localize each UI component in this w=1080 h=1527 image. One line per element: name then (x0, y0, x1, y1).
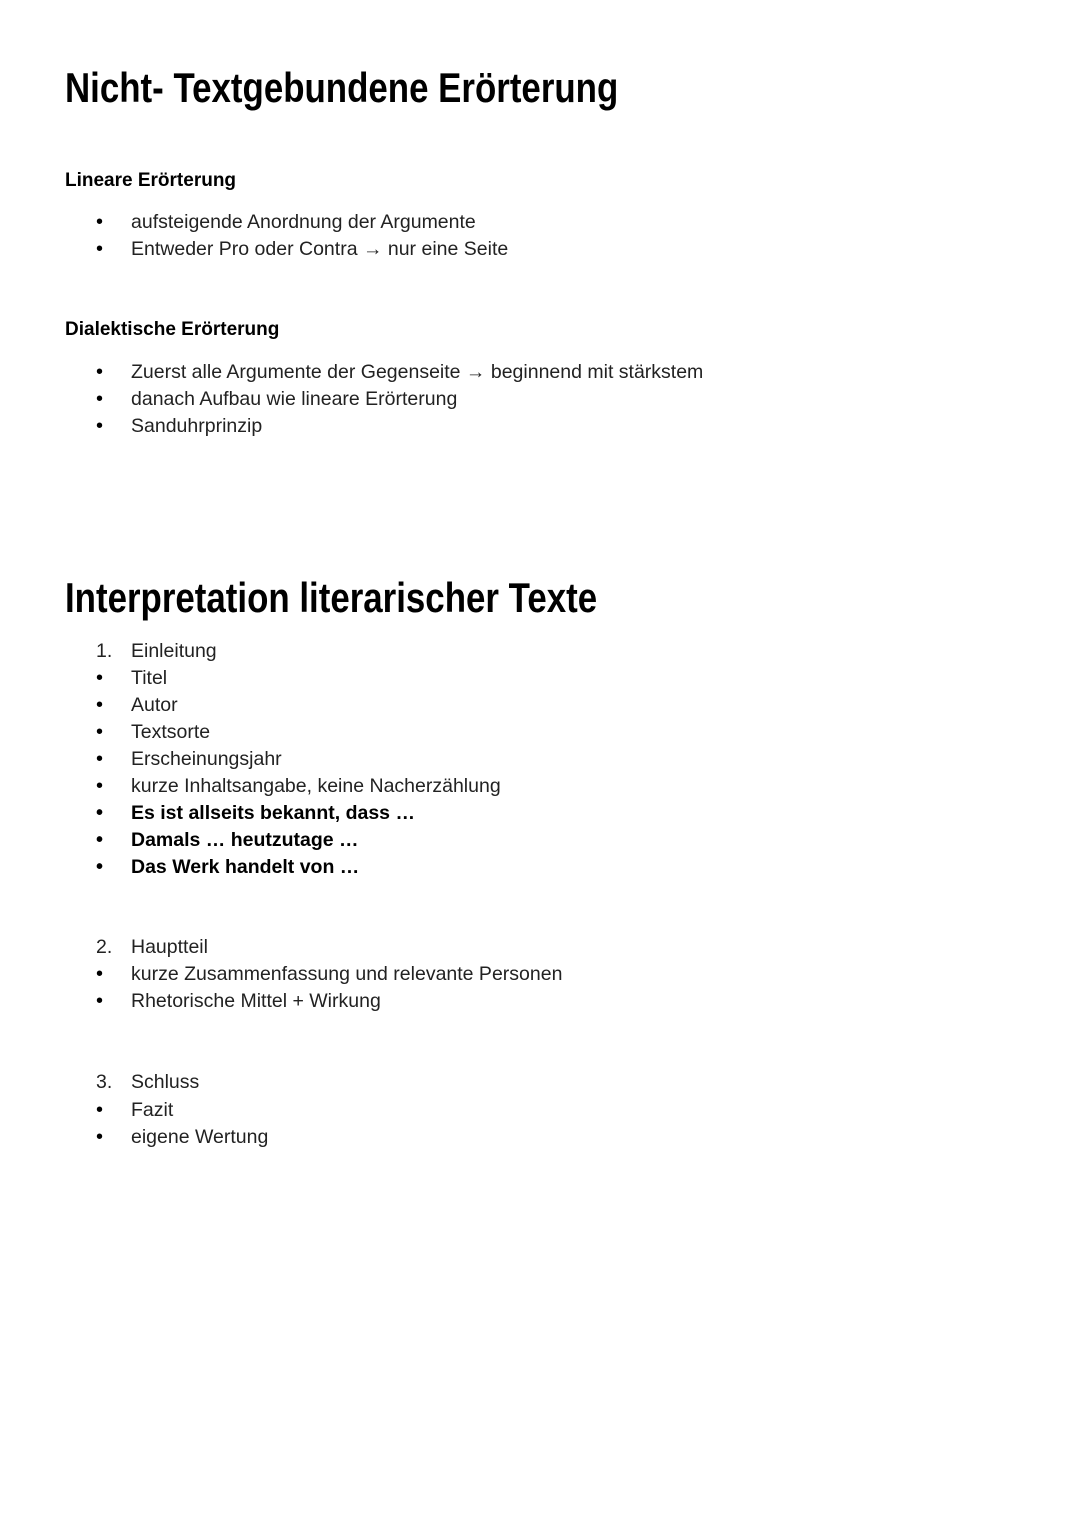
bullet-icon: • (96, 856, 104, 878)
bullet-icon: • (96, 694, 104, 716)
list-item: • Titel (96, 667, 168, 689)
bullet-icon: • (96, 415, 104, 437)
bullet-icon: • (96, 361, 104, 383)
list-item: • Erscheinungsjahr (96, 748, 282, 770)
bullet-icon: • (96, 388, 104, 410)
list-item: • Autor (96, 694, 178, 716)
list-item: • Rhetorische Mittel + Wirkung (96, 990, 381, 1012)
bullet-icon: • (96, 1099, 104, 1121)
list-item: • aufsteigende Anordnung der Argumente (96, 211, 476, 233)
bullet-icon: • (96, 721, 104, 743)
list-item: • Fazit (96, 1099, 174, 1121)
bullet-icon: • (96, 963, 104, 985)
list-item: • Das Werk handelt von … (96, 856, 360, 878)
numbered-item: 2. Hauptteil (96, 936, 208, 958)
list-item: • Textsorte (96, 721, 211, 743)
bullet-icon: • (96, 775, 104, 797)
bullet-icon: • (96, 802, 104, 824)
subheading-dialectic: Dialektische Erörterung (65, 319, 280, 340)
list-item: • Es ist allseits bekannt, dass … (96, 802, 415, 824)
numbered-item: 1. Einleitung (96, 640, 217, 662)
bullet-icon: • (96, 238, 104, 260)
subheading-linear: Lineare Erörterung (65, 170, 237, 191)
bullet-icon: • (96, 667, 104, 689)
bullet-icon: • (96, 211, 104, 233)
bullet-icon: • (96, 829, 104, 851)
list-item: • kurze Zusammenfassung und relevante Personen (96, 963, 563, 985)
list-item: • danach Aufbau wie lineare Erörterung (96, 388, 458, 410)
numbered-item: 3. Schluss (96, 1071, 200, 1093)
section-title: Interpretation literarischer Texte (65, 574, 598, 621)
list-item: • Sanduhrprinzip (96, 415, 263, 437)
bullet-icon: • (96, 1126, 104, 1148)
list-item: • kurze Inhaltsangabe, keine Nacherzählung (96, 775, 501, 797)
list-item: • Damals … heutzutage … (96, 829, 359, 851)
bullet-icon: • (96, 990, 104, 1012)
list-item: • Entweder Pro oder Contra → nur eine Seite (96, 238, 509, 260)
list-item: • eigene Wertung (96, 1126, 269, 1148)
bullet-icon: • (96, 748, 104, 770)
list-item: • Zuerst alle Argumente der Gegenseite → beginnend mit stärkstem (96, 361, 704, 383)
section-title: Nicht- Textgebundene Erörterung (65, 64, 619, 111)
